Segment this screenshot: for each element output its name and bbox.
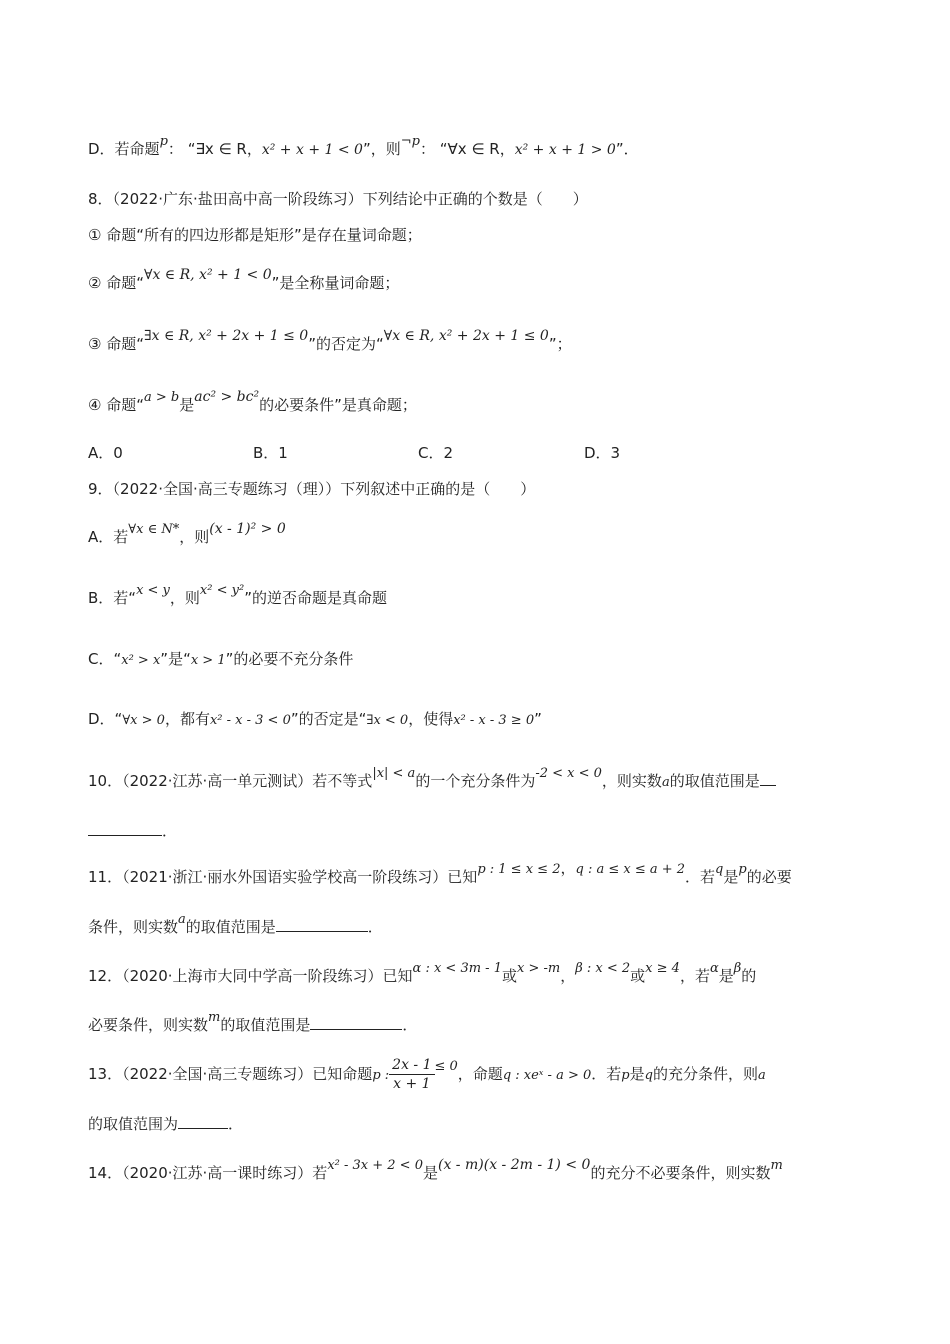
math: ≤ 0 bbox=[434, 1059, 458, 1074]
math: a bbox=[661, 775, 670, 790]
text: 的取值范围是 bbox=[220, 1016, 311, 1034]
math: α : x < 3m - 1 bbox=[412, 961, 502, 976]
math: x > 1 bbox=[190, 653, 226, 668]
math: p : bbox=[372, 1068, 390, 1083]
text: 的取值范围是 bbox=[185, 918, 276, 936]
math: m bbox=[770, 1158, 783, 1173]
math: q : a ≤ x ≤ a + 2 bbox=[575, 862, 686, 877]
text: ，则实数 bbox=[601, 772, 662, 790]
text: ”． bbox=[615, 140, 639, 158]
math: p bbox=[159, 134, 168, 149]
math: ∀x > 0 bbox=[122, 713, 165, 728]
math: α bbox=[709, 961, 719, 976]
math: m bbox=[208, 1010, 221, 1025]
q12-line1 bbox=[88, 961, 757, 989]
q9-option-d[interactable] bbox=[88, 708, 542, 732]
text: ”的否定为“ bbox=[308, 335, 384, 353]
math: p : 1 ≤ x ≤ 2 bbox=[477, 862, 561, 877]
text: ③ 命题“ bbox=[88, 335, 144, 353]
prev-option-d bbox=[88, 134, 639, 162]
text: ，则 bbox=[169, 589, 200, 607]
denominator: x + 1 bbox=[393, 1076, 431, 1092]
numerator: 2x - 1 bbox=[389, 1056, 434, 1075]
text: 的取值范围为 bbox=[88, 1115, 179, 1133]
math: x² - x - 3 < 0 bbox=[209, 713, 291, 728]
answer-blank[interactable] bbox=[88, 821, 162, 836]
text: ”的逆否命题是真命题 bbox=[244, 589, 387, 607]
math: x < y bbox=[136, 583, 170, 598]
text: ． bbox=[367, 918, 383, 936]
text: ”是“ bbox=[160, 650, 191, 668]
math: β : x < 2 bbox=[575, 961, 631, 976]
text: ”； bbox=[548, 335, 572, 353]
math: a bbox=[178, 912, 186, 927]
q10-line2 bbox=[88, 820, 177, 842]
q13-line1 bbox=[88, 1054, 766, 1096]
text: ”的否定是“ bbox=[290, 710, 367, 728]
text: ． bbox=[228, 1115, 244, 1133]
text: “∃x ∈ R， bbox=[187, 140, 262, 158]
q13-line2 bbox=[88, 1113, 243, 1135]
text: 是 bbox=[718, 967, 734, 985]
fraction bbox=[389, 1056, 434, 1093]
text: 的取值范围是 bbox=[669, 772, 760, 790]
answer-blank[interactable] bbox=[310, 1015, 402, 1030]
text: 12．（2020·上海市大同中学高一阶段练习）已知 bbox=[88, 967, 413, 985]
text: 的必要条件”是真命题； bbox=[259, 396, 417, 414]
q8-statement-1: ① 命题“所有的四边形都是矩形”是存在量词命题； bbox=[88, 226, 422, 244]
text: 的一个充分条件为 bbox=[415, 772, 536, 790]
text: 的必要 bbox=[746, 868, 792, 886]
math: (x - 1)² > 0 bbox=[209, 521, 286, 537]
text: ，则 bbox=[179, 528, 210, 546]
text: 是 bbox=[179, 396, 195, 414]
math: β bbox=[733, 961, 742, 976]
text: ” bbox=[534, 710, 542, 728]
text: ． bbox=[402, 1016, 418, 1034]
text: 必要条件，则实数 bbox=[88, 1016, 209, 1034]
math: x > -m bbox=[517, 961, 561, 976]
text: 11．（2021·浙江·丽水外国语实验学校高一阶段练习）已知 bbox=[88, 868, 478, 886]
q9-option-c[interactable] bbox=[88, 648, 353, 672]
text: ”是全称量词命题； bbox=[271, 274, 400, 292]
text: ． bbox=[162, 822, 178, 840]
q8-option-d[interactable]: D．3 bbox=[584, 444, 621, 462]
q8-statement-4 bbox=[88, 389, 417, 418]
text: B．若“ bbox=[88, 589, 137, 607]
math: |x| < a bbox=[372, 766, 416, 781]
q14-line1 bbox=[88, 1157, 783, 1186]
text: ② 命题“ bbox=[88, 274, 144, 292]
math: ∃x ∈ R, x² + 2x + 1 ≤ 0 bbox=[144, 328, 309, 344]
math: p bbox=[738, 862, 747, 877]
text: ： bbox=[167, 140, 183, 158]
math: x² + x + 1 > 0 bbox=[514, 142, 616, 158]
math: ∀x ∈ N* bbox=[128, 522, 180, 537]
answer-blank[interactable] bbox=[178, 1114, 228, 1129]
math: x ≥ 4 bbox=[645, 961, 680, 976]
answer-blank[interactable] bbox=[276, 917, 368, 932]
text: “∀x ∈ R， bbox=[439, 140, 515, 158]
q8-option-a[interactable]: A．0 bbox=[88, 444, 123, 462]
q8-option-c[interactable]: C．2 bbox=[418, 444, 454, 462]
text: ，使得 bbox=[408, 710, 454, 728]
text: 的充分不必要条件，则实数 bbox=[590, 1164, 771, 1182]
math: (x - m)(x - 2m - 1) < 0 bbox=[438, 1157, 591, 1173]
math: ∃x < 0 bbox=[366, 713, 409, 728]
math: x² - x - 3 ≥ 0 bbox=[453, 713, 535, 728]
q9-option-a[interactable] bbox=[88, 521, 286, 550]
text: 的 bbox=[741, 967, 757, 985]
q8-stem: 8．（2022·广东·盐田高中高一阶段练习）下列结论中正确的个数是（ ） bbox=[88, 190, 588, 208]
math: -2 < x < 0 bbox=[535, 766, 602, 781]
math: x² - 3x + 2 < 0 bbox=[327, 1158, 423, 1173]
text: 13．（2022·全国·高三专题练习）已知命题 bbox=[88, 1065, 373, 1083]
q8-statement-2 bbox=[88, 267, 400, 295]
math: ∀x ∈ R, x² + 2x + 1 ≤ 0 bbox=[383, 328, 549, 344]
math: x² < y² bbox=[199, 583, 245, 598]
text: ，命题 bbox=[457, 1065, 503, 1083]
q9-option-b[interactable] bbox=[88, 583, 387, 611]
text: 或 bbox=[630, 967, 646, 985]
text: ”的必要不充分条件 bbox=[225, 650, 354, 668]
text: 是 bbox=[629, 1065, 645, 1083]
text: 是 bbox=[422, 1164, 438, 1182]
text: ： bbox=[419, 140, 435, 158]
math: ac² > bc² bbox=[194, 389, 260, 405]
q8-statement-3 bbox=[88, 328, 572, 356]
text: D．“ bbox=[88, 710, 123, 728]
text: 14．（2020·江苏·高一课时练习）若 bbox=[88, 1164, 328, 1182]
text: A．若 bbox=[88, 528, 129, 546]
math: p bbox=[621, 1068, 630, 1083]
text: 是 bbox=[723, 868, 739, 886]
math: x² + x + 1 < 0 bbox=[261, 142, 363, 158]
text: ， bbox=[560, 967, 576, 985]
q11-line1 bbox=[88, 859, 792, 890]
text: 10．（2022·江苏·高一单元测试）若不等式 bbox=[88, 772, 373, 790]
math: a bbox=[757, 1068, 766, 1083]
q12-line2 bbox=[88, 1010, 418, 1038]
text: ，都有 bbox=[164, 710, 210, 728]
q9-stem: 9．（2022·全国·高三专题练习（理））下列叙述中正确的是（ ） bbox=[88, 480, 536, 498]
q8-option-b[interactable]: B．1 bbox=[253, 444, 288, 462]
text: 或 bbox=[501, 967, 517, 985]
text: ”，则 bbox=[362, 140, 401, 158]
text: 的充分条件，则 bbox=[652, 1065, 758, 1083]
math: q : xeˣ - a > 0 bbox=[502, 1068, 592, 1083]
q11-line2 bbox=[88, 912, 383, 940]
text: ④ 命题“ bbox=[88, 396, 144, 414]
math: ∀x ∈ R, x² + 1 < 0 bbox=[144, 267, 272, 283]
math: x² > x bbox=[121, 653, 161, 668]
math: a > b bbox=[144, 390, 180, 405]
text: ，若 bbox=[679, 967, 710, 985]
answer-blank[interactable] bbox=[760, 771, 776, 786]
text: ， bbox=[560, 859, 576, 877]
text: D．若命题 bbox=[88, 140, 160, 158]
text: ．若 bbox=[685, 868, 716, 886]
q10-line1 bbox=[88, 766, 776, 794]
text: ．若 bbox=[591, 1065, 622, 1083]
math: q bbox=[644, 1068, 653, 1083]
math: q bbox=[715, 862, 724, 877]
text: 条件，则实数 bbox=[88, 918, 179, 936]
text: C．“ bbox=[88, 650, 122, 668]
math: ¬p bbox=[400, 134, 420, 149]
